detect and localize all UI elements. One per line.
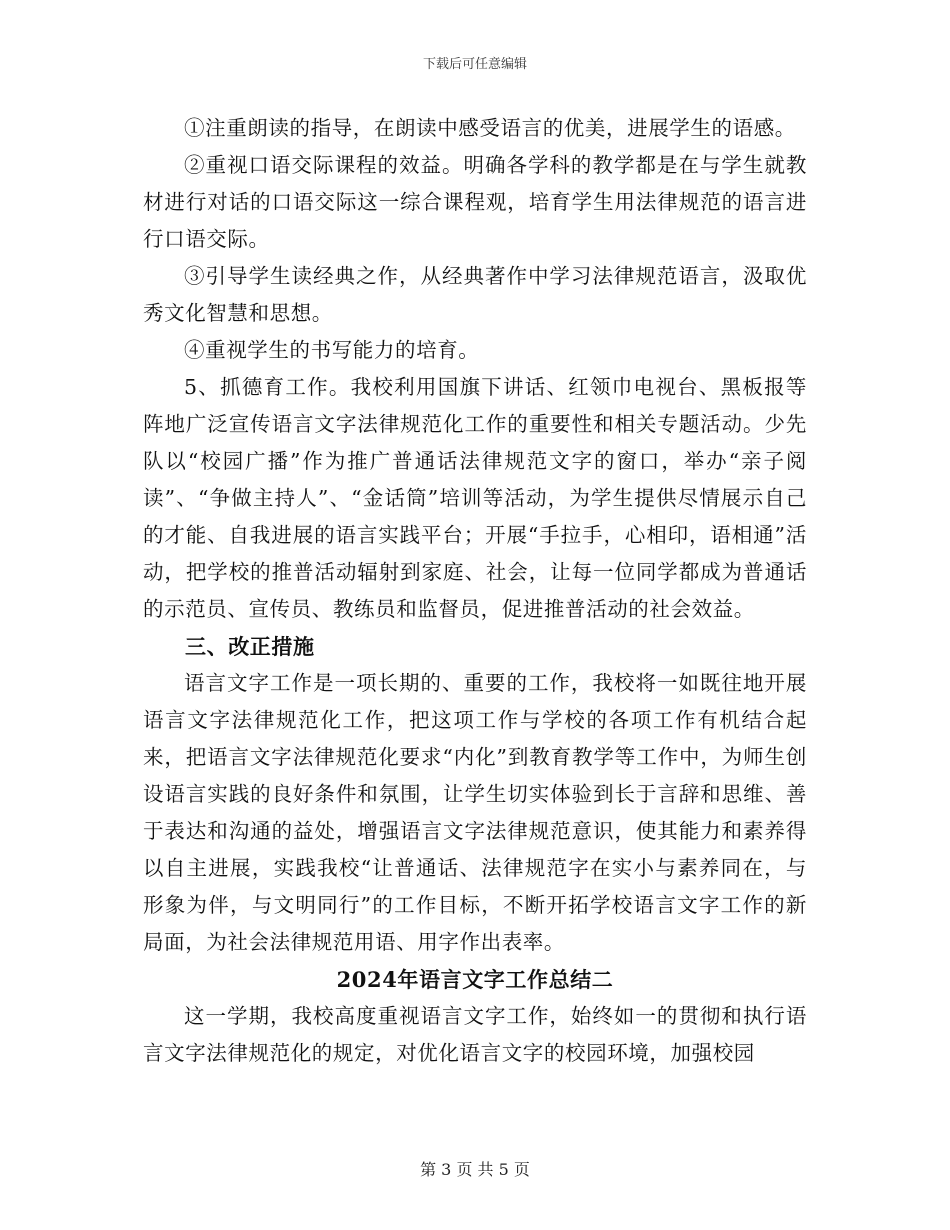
document-body [143, 110, 807, 1072]
paragraph-corrective-measures: 语言文字工作是一项长期的、重要的工作，我校将一如既往地开展语言文字法律规范化工作，把这项工作与学校的各项工作有机结合起来，把语言文字法律规范化要求“内化”到教育教学等工作中，为师生创设语言实践的良好条件和氛围，让学生切实体验到长于言辞和思维、善于表达和沟通的益处，增强语言文字法律规范意识，使其能力和素养得以自主进展，实践我校“让普通话、法律规范字在实小与素养同在，与形象为伴，与文明同行”的工作目标，不断开拓学校语言文字工作的新局面，为社会法律规范用语、用字作出表率。 [143, 671, 807, 954]
document-title-summary-two: 2024年语言文字工作总结二 [336, 967, 614, 992]
paragraph-reading: ①注重朗读的指导，在朗读中感受语言的优美，进展学生的语感。 [184, 116, 796, 140]
section-heading-corrective-measures: 三、改正措施 [185, 634, 315, 659]
page-header: 下载后可任意编辑 [422, 57, 527, 72]
paragraph-oral-communication: ②重视口语交际课程的效益。明确各学科的教学都是在与学生就教材进行对话的口语交际这一综合课程观，培育学生用法律规范的语言进行口语交际。 [143, 153, 807, 251]
paragraph-moral-education: 5、抓德育工作。我校利用国旗下讲话、红领巾电视台、黑板报等阵地广泛宣传语言文字法律规范化工作的重要性和相关专题活动。少先队以“校园广播”作为推广普通话法律规范文字的窗口，举办“亲子阅读”、“争做主持人”、“金话筒”培训等活动，为学生提供尽情展示自己的才能、自我进展的语言实践平台；开展“手拉手，心相印，语相通”活动，把学校的推普活动辐射到家庭、社会，让每一位同学都成为普通话的示范员、宣传员、教练员和监督员，促进推普活动的社会效益。 [143, 375, 807, 621]
paragraph-summary-two-intro: 这一学期，我校高度重视语言文字工作，始终如一的贯彻和执行语言文字法律规范化的规定，对优化语言文字的校园环境，加强校园 [143, 1004, 807, 1065]
paragraph-classics: ③引导学生读经典之作，从经典著作中学习法律规范语言，汲取优秀文化智慧和思想。 [143, 264, 807, 325]
paragraph-writing: ④重视学生的书写能力的培育。 [184, 338, 480, 362]
page-footer: 第 3 页 共 5 页 [420, 1160, 530, 1179]
